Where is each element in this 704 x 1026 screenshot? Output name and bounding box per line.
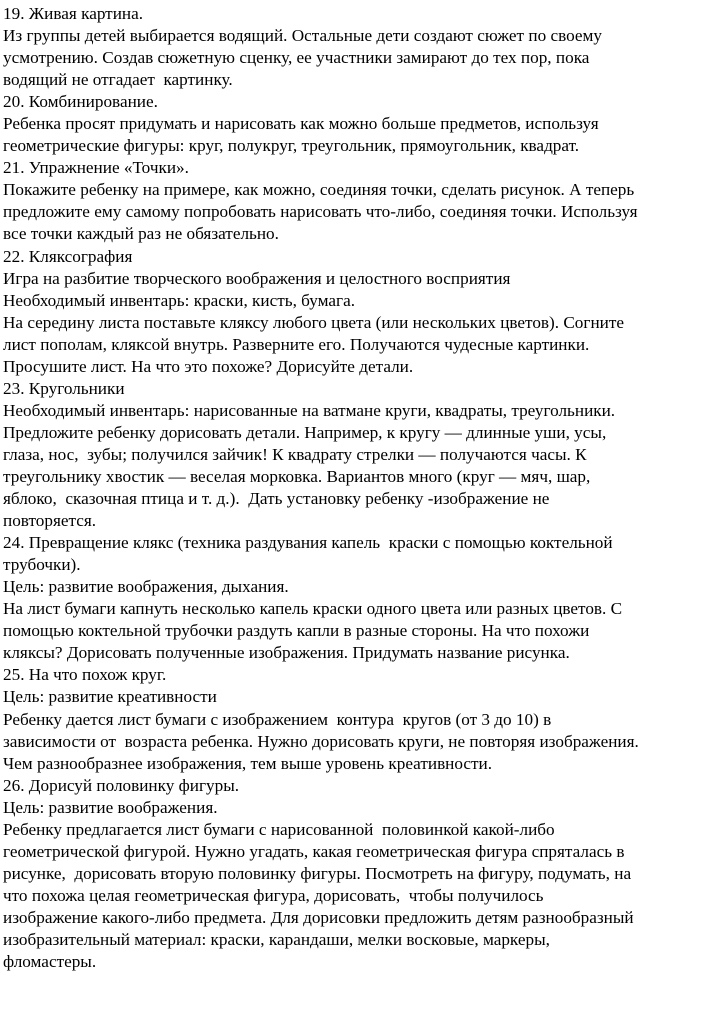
text-line: Необходимый инвентарь: краски, кисть, бумага. [3, 290, 355, 310]
text-line: помощью коктельной трубочки раздуть капли в разные стороны. На что похожи [3, 621, 590, 641]
text-line: Цель: развитие креативности [3, 687, 217, 707]
text-line: 21. Упражнение «Точки». [3, 158, 189, 178]
text-line: 23. Кругольники [3, 378, 125, 398]
text-line: Из группы детей выбирается водящий. Остальные дети создают сюжет по своему [3, 26, 602, 46]
text-line: яблоко, сказочная птица и т. д.). Дать установку ребенку -изображение не [3, 489, 550, 509]
text-line: все точки каждый раз не обязательно. [3, 224, 279, 244]
text-line: На середину листа поставьте кляксу любого цвета (или нескольких цветов). Согните [3, 312, 624, 332]
text-line: Просушите лист. На что это похоже? Дорисуйте детали. [3, 356, 414, 376]
text-line: рисунке, дорисовать вторую половинку фигуры. Посмотреть на фигуру, подумать, на [3, 863, 632, 883]
text-line: геометрические фигуры: круг, полукруг, треугольник, прямоугольник, квадрат. [3, 136, 580, 156]
text-line: глаза, нос, зубы; получился зайчик! К квадрату стрелки — получаются часы. К [3, 444, 587, 464]
text-line: зависимости от возраста ребенка. Нужно дорисовать круги, не повторяя изображения. [3, 731, 639, 751]
text-line: 20. Комбинирование. [3, 92, 158, 112]
text-line: Покажите ребенку на примере, как можно, соединяя точки, сделать рисунок. А теперь [3, 180, 635, 200]
text-line: Цель: развитие воображения, дыхания. [3, 577, 289, 597]
text-line: усмотрению. Создав сюжетную сценку, ее участники замирают до тех пор, пока [3, 48, 590, 68]
text-line: трубочки). [3, 555, 81, 575]
text-line: 19. Живая картина. [3, 4, 144, 23]
text-line: водящий не отгадает картинку. [3, 70, 233, 90]
text-line: что похожа целая геометрическая фигура, дорисовать, чтобы получилось [3, 885, 544, 905]
text-line: Ребенку предлагается лист бумаги с нарисованной половинкой какой-либо [3, 819, 555, 839]
text-line: лист пополам, кляксой внутрь. Разверните его. Получаются чудесные картинки. [3, 334, 590, 354]
text-line: повторяется. [3, 511, 97, 531]
text-line: треугольнику хвостик — веселая морковка. Вариантов много (круг — мяч, шар, [3, 466, 591, 486]
text-line: Чем разнообразнее изображения, тем выше уровень креативности. [3, 753, 493, 773]
text-line: 24. Превращение клякс (техника раздувания капель краски с помощью коктельной [3, 533, 613, 553]
text-line: Ребенка просят придумать и нарисовать как можно больше предметов, используя [3, 114, 599, 134]
text-line: геометрической фигурой. Нужно угадать, какая геометрическая фигура спряталась в [3, 841, 625, 861]
text-line: фломастеры. [3, 952, 97, 972]
text-line: Игра на разбитие творческого воображения и целостного восприятия [3, 268, 511, 288]
text-line: Предложите ребенку дорисовать детали. Например, к кругу — длинные уши, усы, [3, 422, 607, 442]
text-line: изображение какого-либо предмета. Для дорисовки предложить детям разнообразный [3, 907, 634, 927]
text-line: изобразительный материал: краски, карандаши, мелки восковые, маркеры, [3, 929, 550, 949]
text-line: На лист бумаги капнуть несколько капель краски одного цвета или разных цветов. С [3, 599, 623, 619]
text-line: Цель: развитие воображения. [3, 797, 218, 817]
text-line: Необходимый инвентарь: нарисованные на ватмане круги, квадраты, треугольники. [3, 400, 616, 420]
text-line: кляксы? Дорисовать полученные изображения. Придумать название рисунка. [3, 643, 570, 663]
text-line: предложите ему самому попробовать нарисовать что-либо, соединяя точки. Используя [3, 202, 638, 222]
document-body [3, 3, 704, 973]
text-line: 22. Кляксография [3, 246, 133, 266]
text-line: Ребенку дается лист бумаги с изображением контура кругов (от 3 до 10) в [3, 709, 552, 729]
text-line: 25. На что похож круг. [3, 665, 167, 685]
text-line: 26. Дорисуй половинку фигуры. [3, 775, 240, 795]
